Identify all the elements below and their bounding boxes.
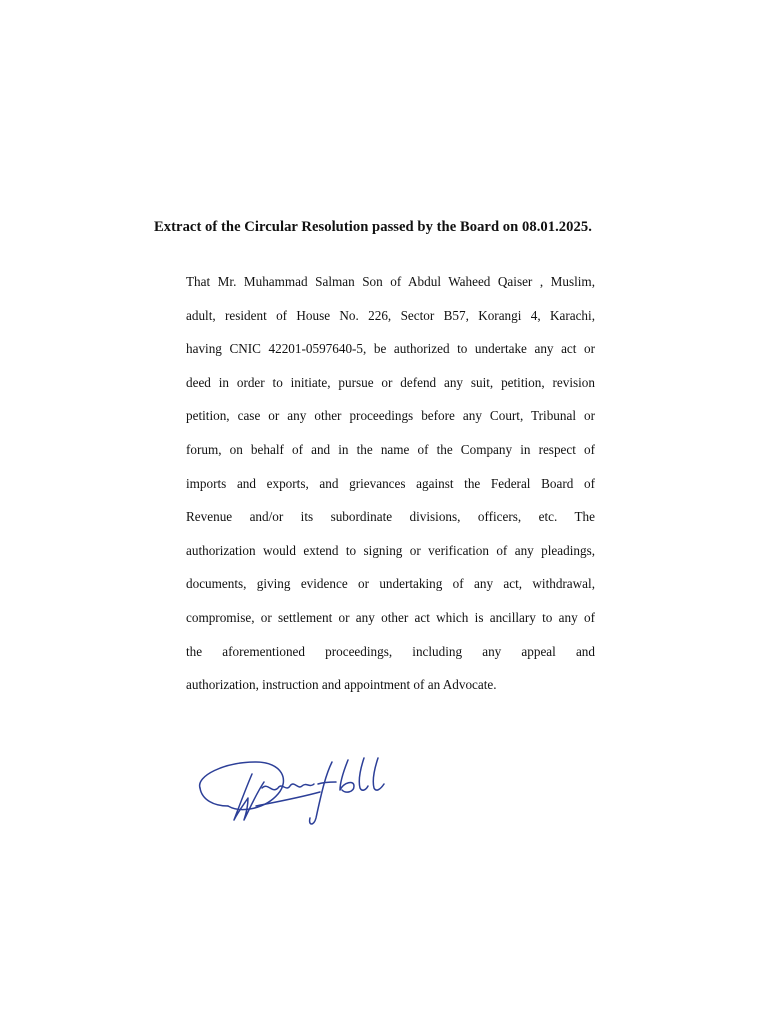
- resolution-body: [186, 265, 595, 702]
- body-line-7: imports and exports, and grievances against the Federal Board of: [186, 475, 595, 491]
- body-line-13: authorization, instruction and appointment of an Advocate.: [186, 677, 497, 693]
- body-line-9: authorization would extend to signing or verification of any pleadings,: [186, 542, 595, 558]
- body-line-6: forum, on behalf of and in the name of the Company in respect of: [186, 441, 595, 457]
- body-line-5: petition, case or any other proceedings before any Court, Tribunal or: [186, 408, 595, 424]
- body-line-2: adult, resident of House No. 226, Sector B57, Korangi 4, Karachi,: [186, 307, 595, 323]
- body-line-10: documents, giving evidence or undertaking of any act, withdrawal,: [186, 576, 595, 592]
- body-line-11: compromise, or settlement or any other act which is ancillary to any of: [186, 609, 595, 625]
- body-line-12: the aforementioned proceedings, including any appeal and: [186, 643, 595, 659]
- resolution-title: Extract of the Circular Resolution passed by the Board on 08.01.2025.: [154, 219, 592, 235]
- body-line-3: having CNIC 42201-0597640-5, be authorized to undertake any act or: [186, 341, 595, 357]
- handwritten-signature-icon: [194, 748, 399, 830]
- body-line-8: Revenue and/or its subordinate divisions, officers, etc. The: [186, 509, 595, 525]
- body-line-4: deed in order to initiate, pursue or defend any suit, petition, revision: [186, 374, 595, 390]
- body-line-1: That Mr. Muhammad Salman Son of Abdul Waheed Qaiser , Muslim,: [186, 274, 595, 289]
